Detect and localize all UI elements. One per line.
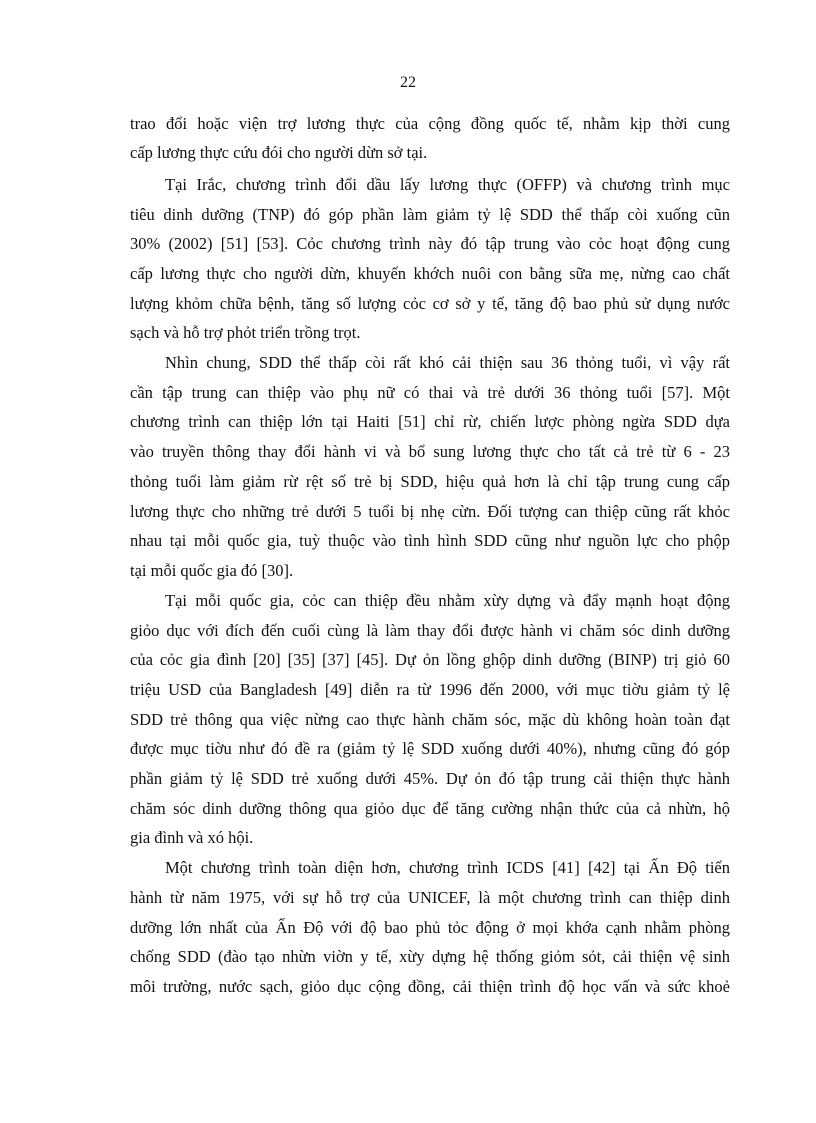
text-line: giỏo dục với đích đến cuối cùng là làm thay đổi được hành vi chăm sóc dinh dưỡng xyxy=(130,621,730,640)
text-line: Tại Irắc, chương trình đổi dầu lấy lương thực (OFFP) và chương trình mục xyxy=(165,175,730,194)
text-line: triệu USD của Bangladesh [49] diễn ra từ 1996 đến 2000, với mục tiờu giảm tỷ lệ xyxy=(130,680,730,699)
text-line: nhau tại mỗi quốc gia, tuỳ thuộc vào tình hình SDD cũng như nguồn lực cho phộp xyxy=(130,531,730,550)
text-line: môi trường, nước sạch, giỏo dục cộng đồng, cải thiện trình độ học vấn và sức khoẻ xyxy=(130,977,730,996)
text-line: vào truyền thông thay đổi hành vi và bổ sung lương thực cho tất cả trẻ từ 6 - 23 xyxy=(130,442,730,461)
text-line: dưỡng lớn nhất của Ấn Độ với độ bao phủ tỏc động ở mọi khớa cạnh nhằm phòng xyxy=(130,918,730,937)
text-line: chống SDD (đào tạo nhừn viờn y tế, xừy dựng hệ thống giỏm sỏt, cải thiện vệ sinh xyxy=(130,947,730,966)
text-line: tại mỗi quốc gia đó [30]. xyxy=(130,561,294,580)
text-line: thỏng tuổi làm giảm rừ rệt số trẻ bị SDD, hiệu quả hơn là chỉ tập trung cung cấp xyxy=(130,472,730,491)
text-line: Tại mỗi quốc gia, cỏc can thiệp đều nhằm xừy dựng và đẩy mạnh hoạt động xyxy=(165,591,730,610)
text-line: của cỏc gia đình [20] [35] [37] [45]. Dự ỏn lồng ghộp dinh dưỡng (BINP) trị giỏ 60 xyxy=(130,650,730,669)
text-line: trao đổi hoặc viện trợ lương thực của cộng đồng quốc tế, nhằm kịp thời cung xyxy=(130,114,730,133)
text-line: SDD trẻ thông qua việc nừng cao thực hành chăm sóc, mặc dù không hoàn toàn đạt xyxy=(130,710,730,729)
text-line: chăm sóc dinh dưỡng thông qua giỏo dục để tăng cường nhận thức của cả nhừn, hộ xyxy=(130,799,730,818)
text-line: tiêu dinh dưỡng (TNP) đó góp phần làm giảm tỷ lệ SDD thể thấp còi xuống cũn xyxy=(130,205,730,224)
text-line: gia đình và xó hội. xyxy=(130,828,254,847)
text-line: lương thực cho những trẻ dưới 5 tuổi bị nhẹ cừn. Đối tượng can thiệp cũng rất khỏc xyxy=(130,502,730,521)
page-number: 22 xyxy=(400,74,416,91)
text-line: hành từ năm 1975, với sự hỗ trợ của UNICEF, là một chương trình can thiệp dinh xyxy=(130,888,730,907)
text-line: phần giảm tỷ lệ SDD trẻ xuống dưới 45%. Dự ỏn đó tập trung cải thiện thực hành xyxy=(130,769,730,788)
text-line: chương trình can thiệp lớn tại Haiti [51] chỉ rừ, chiến lược phòng ngừa SDD dựa xyxy=(130,412,730,431)
text-line: Một chương trình toàn diện hơn, chương trình ICDS [41] [42] tại Ấn Độ tiến xyxy=(165,858,730,877)
text-line: lượng khỏm chữa bệnh, tăng số lượng cỏc cơ sở y tế, tăng độ bao phủ sử dụng nước xyxy=(130,294,730,313)
text-line: Nhìn chung, SDD thể thấp còi rất khó cải thiện sau 36 thỏng tuổi, vì vậy rất xyxy=(165,353,730,372)
text-line: cần tập trung can thiệp vào phụ nữ có thai và trẻ dưới 36 thỏng tuổi [57]. Một xyxy=(130,383,730,402)
text-line: cấp lương thực cứu đói cho người dừn sở tại. xyxy=(130,143,428,162)
text-line: sạch và hỗ trợ phỏt triển trồng trọt. xyxy=(130,323,361,342)
text-line: được mục tiờu như đó đề ra (giảm tỷ lệ SDD xuống dưới 40%), nhưng cũng đó góp xyxy=(130,739,730,758)
text-line: 30% (2002) [51] [53]. Cỏc chương trình này đó tập trung vào cỏc hoạt động cung xyxy=(130,234,730,253)
text-line: cấp lương thực cho người dừn, khuyến khớch nuôi con bằng sữa mẹ, nừng cao chất xyxy=(130,264,730,283)
